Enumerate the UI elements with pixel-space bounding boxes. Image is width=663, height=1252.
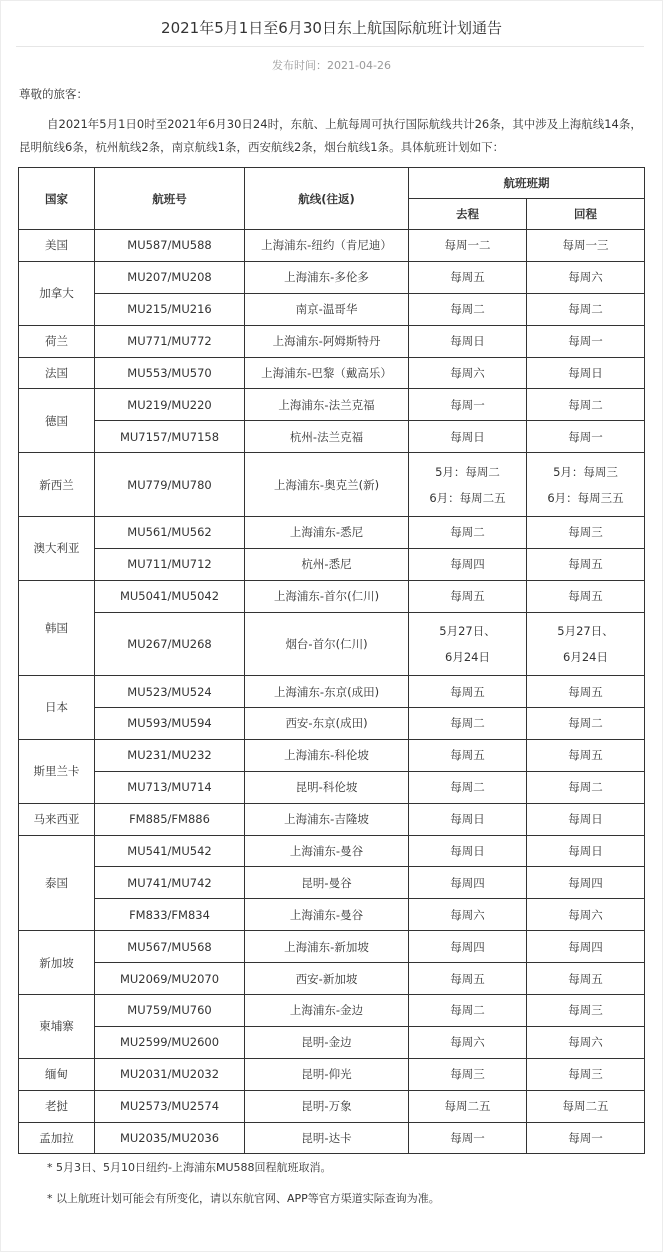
route-cell: 烟台-首尔(仁川) <box>245 612 409 676</box>
schedule-line: 每周六 <box>450 366 485 380</box>
schedule-line: 每周四 <box>450 557 485 572</box>
schedule-line: 每周一 <box>568 429 603 444</box>
flight-number-cell: MU267/MU268 <box>95 612 245 676</box>
route-cell: 西安-东京(成田) <box>245 707 409 739</box>
schedule-line: 每周六 <box>568 270 603 285</box>
flight-number-cell: FM885/FM886 <box>95 803 245 835</box>
schedule-line: 每周二 <box>568 397 603 412</box>
table-row <box>19 739 645 771</box>
outbound-schedule-cell <box>409 389 527 421</box>
return-schedule-cell <box>527 1026 645 1058</box>
table-row <box>19 899 645 931</box>
schedule-line: 每周二 <box>450 716 485 731</box>
schedule-line: 每周一 <box>450 1131 485 1145</box>
outbound-schedule-cell <box>409 995 527 1027</box>
outbound-schedule-cell <box>409 739 527 771</box>
flight-number-cell: MU7157/MU7158 <box>95 421 245 453</box>
schedule-line: 每周五 <box>568 971 603 986</box>
route-cell: 上海浦东-奥克兰(新) <box>245 453 409 517</box>
return-schedule-cell <box>527 1058 645 1090</box>
route-cell: 上海浦东-悉尼 <box>245 516 409 548</box>
table-row <box>19 676 645 708</box>
schedule-line: 每周四 <box>450 939 485 954</box>
outbound-schedule-cell <box>409 453 527 517</box>
schedule-line: 6月24日 <box>445 649 490 664</box>
outbound-schedule-cell <box>409 963 527 995</box>
schedule-line: 每周五 <box>450 270 485 285</box>
return-schedule-cell <box>527 707 645 739</box>
route-cell: 上海浦东-金边 <box>245 995 409 1027</box>
route-cell: 上海浦东-首尔(仁川) <box>245 580 409 612</box>
outbound-schedule-cell <box>409 707 527 739</box>
table-row <box>19 995 645 1027</box>
route-cell: 西安-新加坡 <box>245 963 409 995</box>
route-cell: 南京-温哥华 <box>245 293 409 325</box>
schedule-line: 6月24日 <box>563 649 608 664</box>
table-row <box>19 548 645 580</box>
table-row <box>19 293 645 325</box>
flight-number-cell: MU587/MU588 <box>95 230 245 262</box>
country-cell: 加拿大 <box>19 261 95 325</box>
return-schedule-cell <box>527 325 645 357</box>
country-cell: 韩国 <box>19 580 95 675</box>
schedule-line: 每周五 <box>450 971 485 986</box>
schedule-line: 每周二 <box>450 525 485 540</box>
return-schedule-cell <box>527 803 645 835</box>
route-cell: 上海浦东-曼谷 <box>245 835 409 867</box>
return-schedule-cell <box>527 995 645 1027</box>
table-row <box>19 389 645 421</box>
country-cell: 新西兰 <box>19 453 95 517</box>
outbound-schedule-cell <box>409 230 527 262</box>
flight-number-cell: MU523/MU524 <box>95 676 245 708</box>
schedule-line: 6月：每周二五 <box>429 490 506 505</box>
schedule-line: 每周五 <box>568 684 603 699</box>
flight-number-cell: FM833/FM834 <box>95 899 245 931</box>
schedule-line: 每周四 <box>568 875 603 890</box>
schedule-line: 每周二 <box>450 1003 485 1018</box>
return-schedule-cell <box>527 1122 645 1154</box>
country-cell: 缅甸 <box>19 1058 95 1090</box>
route-cell: 上海浦东-新加坡 <box>245 931 409 963</box>
country-cell: 日本 <box>19 676 95 740</box>
outbound-schedule-cell <box>409 421 527 453</box>
schedule-line: 每周二 <box>568 780 603 795</box>
return-schedule-cell <box>527 612 645 676</box>
schedule-line: 6月：每周三五 <box>547 490 624 505</box>
route-cell: 杭州-法兰克福 <box>245 421 409 453</box>
flight-number-cell: MU541/MU542 <box>95 835 245 867</box>
schedule-line: 每周六 <box>450 907 485 922</box>
outbound-schedule-cell <box>409 293 527 325</box>
flight-number-cell: MU713/MU714 <box>95 771 245 803</box>
table-row <box>19 1026 645 1058</box>
table-row <box>19 230 645 262</box>
flight-number-cell: MU771/MU772 <box>95 325 245 357</box>
flight-number-cell: MU759/MU760 <box>95 995 245 1027</box>
country-cell: 泰国 <box>19 835 95 931</box>
flight-number-cell: MU2573/MU2574 <box>95 1090 245 1122</box>
schedule-line: 每周日 <box>450 334 485 349</box>
flight-number-cell: MU711/MU712 <box>95 548 245 580</box>
flight-number-cell: MU215/MU216 <box>95 293 245 325</box>
flight-number-cell: MU553/MU570 <box>95 357 245 389</box>
schedule-line: 每周日 <box>568 843 603 858</box>
return-schedule-cell <box>527 835 645 867</box>
route-cell: 上海浦东-多伦多 <box>245 261 409 293</box>
outbound-schedule-cell <box>409 931 527 963</box>
schedule-line: 每周四 <box>568 939 603 954</box>
schedule-line: 每周五 <box>568 557 603 572</box>
outbound-schedule-cell <box>409 580 527 612</box>
schedule-line: 每周五 <box>568 589 603 604</box>
route-cell: 上海浦东-科伦坡 <box>245 739 409 771</box>
route-cell: 昆明-达卡 <box>245 1122 409 1154</box>
flight-number-cell: MU2031/MU2032 <box>95 1058 245 1090</box>
schedule-line: 每周六 <box>450 1035 485 1050</box>
schedule-line: 每周六 <box>568 1035 603 1050</box>
schedule-line: 每周二 <box>450 780 485 795</box>
schedule-line: 每周日 <box>568 812 603 827</box>
table-row <box>19 1122 645 1154</box>
outbound-schedule-cell <box>409 803 527 835</box>
route-cell: 上海浦东-吉隆坡 <box>245 803 409 835</box>
table-row <box>19 771 645 803</box>
route-cell: 昆明-曼谷 <box>245 867 409 899</box>
schedule-line: 每周一二 <box>444 238 491 253</box>
table-row <box>19 357 645 389</box>
return-schedule-cell <box>527 771 645 803</box>
return-schedule-cell <box>527 453 645 517</box>
title-divider <box>16 46 644 47</box>
route-cell: 昆明-仰光 <box>245 1058 409 1090</box>
return-schedule-cell <box>527 963 645 995</box>
header-return: 回程 <box>527 199 645 230</box>
footnotes <box>47 1159 440 1221</box>
schedule-line: 每周二 <box>450 302 485 317</box>
outbound-schedule-cell <box>409 1058 527 1090</box>
schedule-line: 5月：每周三 <box>553 464 618 479</box>
outbound-schedule-cell <box>409 612 527 676</box>
route-cell: 上海浦东-纽约（肯尼迪） <box>245 230 409 262</box>
route-cell: 上海浦东-阿姆斯特丹 <box>245 325 409 357</box>
country-cell: 斯里兰卡 <box>19 739 95 803</box>
table-row <box>19 580 645 612</box>
page-title: 2021年5月1日至6月30日东上航国际航班计划通告 <box>161 19 502 37</box>
header-route: 航线(往返) <box>245 168 409 230</box>
header-schedule: 航班班期 <box>409 168 645 199</box>
country-cell: 美国 <box>19 230 95 262</box>
schedule-line: 5月27日、 <box>557 623 614 638</box>
schedule-line: 每周一 <box>568 334 603 349</box>
outbound-schedule-cell <box>409 1122 527 1154</box>
outbound-schedule-cell <box>409 1090 527 1122</box>
country-cell: 澳大利亚 <box>19 516 95 580</box>
table-row <box>19 1058 645 1090</box>
schedule-line: 每周四 <box>450 875 485 890</box>
flight-number-cell: MU219/MU220 <box>95 389 245 421</box>
schedule-line: 每周日 <box>568 366 603 380</box>
return-schedule-cell <box>527 261 645 293</box>
flight-number-cell: MU207/MU208 <box>95 261 245 293</box>
schedule-line: 每周日 <box>450 812 485 827</box>
flight-number-cell: MU561/MU562 <box>95 516 245 548</box>
schedule-line: 每周一 <box>450 397 485 412</box>
route-cell: 昆明-金边 <box>245 1026 409 1058</box>
flight-number-cell: MU2599/MU2600 <box>95 1026 245 1058</box>
table-row <box>19 453 645 517</box>
return-schedule-cell <box>527 421 645 453</box>
outbound-schedule-cell <box>409 899 527 931</box>
header-country: 国家 <box>19 168 95 230</box>
country-cell: 法国 <box>19 357 95 389</box>
flight-number-cell: MU567/MU568 <box>95 931 245 963</box>
schedule-line: 每周三 <box>568 1003 603 1018</box>
schedule-line: 每周五 <box>450 589 485 604</box>
table-row <box>19 707 645 739</box>
route-cell: 昆明-科伦坡 <box>245 771 409 803</box>
route-cell: 杭州-悉尼 <box>245 548 409 580</box>
schedule-line: 每周二五 <box>562 1099 609 1114</box>
country-cell: 老挝 <box>19 1090 95 1122</box>
greeting: 尊敬的旅客： <box>19 87 88 101</box>
country-cell: 孟加拉 <box>19 1122 95 1154</box>
flight-number-cell: MU5041/MU5042 <box>95 580 245 612</box>
schedule-line: 5月：每周二 <box>435 464 500 479</box>
header-flight: 航班号 <box>95 168 245 230</box>
return-schedule-cell <box>527 867 645 899</box>
route-cell: 上海浦东-法兰克福 <box>245 389 409 421</box>
outbound-schedule-cell <box>409 325 527 357</box>
outbound-schedule-cell <box>409 1026 527 1058</box>
flight-schedule-table <box>18 167 645 1154</box>
table-row <box>19 867 645 899</box>
return-schedule-cell <box>527 389 645 421</box>
outbound-schedule-cell <box>409 357 527 389</box>
footnote: * 以上航班计划可能会有所变化，请以东航官网、APP等官方渠道实际查询为准。 <box>47 1192 440 1205</box>
route-cell: 昆明-万象 <box>245 1090 409 1122</box>
table-row <box>19 261 645 293</box>
table-row <box>19 612 645 676</box>
route-cell: 上海浦东-曼谷 <box>245 899 409 931</box>
return-schedule-cell <box>527 548 645 580</box>
return-schedule-cell <box>527 676 645 708</box>
schedule-line: 每周二 <box>568 716 603 731</box>
schedule-line: 每周一 <box>568 1131 603 1145</box>
flight-number-cell: MU741/MU742 <box>95 867 245 899</box>
table-row <box>19 1090 645 1122</box>
flight-number-cell: MU2035/MU2036 <box>95 1122 245 1154</box>
table-row <box>19 421 645 453</box>
flight-number-cell: MU2069/MU2070 <box>95 963 245 995</box>
country-cell: 德国 <box>19 389 95 453</box>
schedule-line: 每周日 <box>450 429 485 444</box>
table-row <box>19 835 645 867</box>
schedule-line: 每周二五 <box>444 1099 491 1114</box>
schedule-line: 每周三 <box>450 1067 485 1082</box>
outbound-schedule-cell <box>409 516 527 548</box>
return-schedule-cell <box>527 293 645 325</box>
table-body <box>19 230 645 1154</box>
outbound-schedule-cell <box>409 771 527 803</box>
schedule-line: 每周五 <box>450 748 485 763</box>
country-cell: 柬埔寨 <box>19 995 95 1059</box>
table-row <box>19 931 645 963</box>
schedule-line: 每周三 <box>568 1067 603 1082</box>
schedule-line: 每周五 <box>568 748 603 763</box>
table-row <box>19 963 645 995</box>
route-cell: 上海浦东-东京(成田) <box>245 676 409 708</box>
intro-paragraph: 自2021年5月1日0时至2021年6月30日24时，东航、上航每周可执行国际航线共计26条，其中涉及上海航线14条，昆明航线6条，杭州航线2条，南京航线1条，西安航线2条，烟台航线1条。具体航班计划如下： <box>19 117 642 154</box>
schedule-line: 每周一三 <box>562 238 609 253</box>
flight-number-cell: MU231/MU232 <box>95 739 245 771</box>
schedule-line: 每周二 <box>568 302 603 317</box>
schedule-line: 每周三 <box>568 525 603 540</box>
return-schedule-cell <box>527 899 645 931</box>
header-outbound: 去程 <box>409 199 527 230</box>
return-schedule-cell <box>527 931 645 963</box>
outbound-schedule-cell <box>409 835 527 867</box>
return-schedule-cell <box>527 1090 645 1122</box>
route-cell: 上海浦东-巴黎（戴高乐） <box>245 357 409 389</box>
outbound-schedule-cell <box>409 261 527 293</box>
return-schedule-cell <box>527 516 645 548</box>
outbound-schedule-cell <box>409 676 527 708</box>
table-row <box>19 325 645 357</box>
return-schedule-cell <box>527 580 645 612</box>
flight-number-cell: MU593/MU594 <box>95 707 245 739</box>
outbound-schedule-cell <box>409 548 527 580</box>
country-cell: 马来西亚 <box>19 803 95 835</box>
country-cell: 荷兰 <box>19 325 95 357</box>
flight-number-cell: MU779/MU780 <box>95 453 245 517</box>
table-row <box>19 516 645 548</box>
schedule-line: 每周日 <box>450 843 485 858</box>
schedule-line: 5月27日、 <box>439 623 496 638</box>
schedule-line: 每周五 <box>450 684 485 699</box>
table-row <box>19 803 645 835</box>
footnote: * 5月3日、5月10日纽约-上海浦东MU588回程航班取消。 <box>47 1161 332 1174</box>
return-schedule-cell <box>527 230 645 262</box>
country-cell: 新加坡 <box>19 931 95 995</box>
return-schedule-cell <box>527 357 645 389</box>
outbound-schedule-cell <box>409 867 527 899</box>
return-schedule-cell <box>527 739 645 771</box>
schedule-line: 每周六 <box>568 907 603 922</box>
publish-date: 发布时间：2021-04-26 <box>272 59 391 72</box>
